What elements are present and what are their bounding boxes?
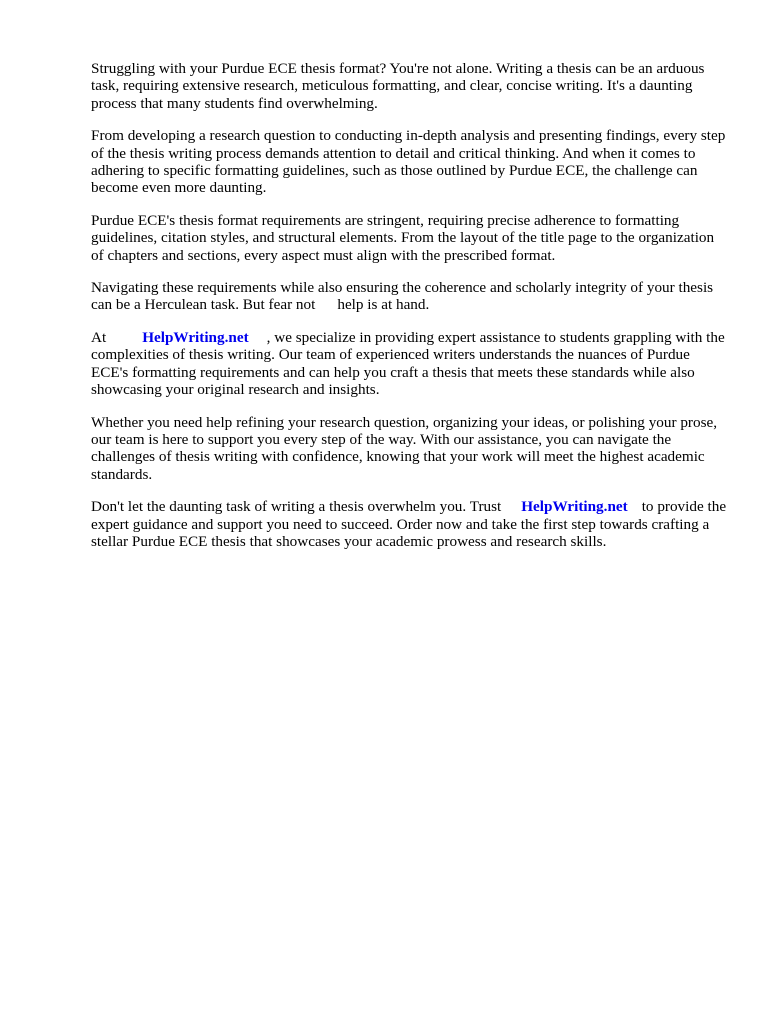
helpwriting-link[interactable]: HelpWriting.net [142,328,249,346]
paragraph-support: Whether you need help refining your research question, organizing your ideas, or polishing your prose, our team is here to support you every step of the way. With our assistance, you can navigate the challenges of thesis writing with confidence, knowing that your work will meet the highest academic standards. [91,413,718,483]
helpwriting-link-closing[interactable]: HelpWriting.net [521,498,628,516]
paragraph-intro: Struggling with your Purdue ECE thesis format? You're not alone. Writing a thesis can be an arduous task, requiring extensive research, meticulous formatting, and clear, concise writing. It's a daunting process that many students find overwhelming. [91,60,705,112]
paragraph-closing [91,498,727,550]
paragraph-navigating-text: Navigating these requirements while also ensuring the coherence and scholarly integrity of your thesis can be a Herculean task. But fear not [91,279,714,314]
paragraph-service-lead: At [91,328,107,346]
paragraph-service [91,329,727,399]
paragraph-navigating-end: help is at hand. [337,296,430,314]
paragraph-navigating [91,279,727,314]
paragraph-closing-text: to provide the expert guidance and support you need to succeed. Order now and take the first step towards crafting a stellar Purdue ECE thesis that showcases your academic prowess and research skills. [91,498,727,550]
document-body [91,60,727,565]
paragraph-process: From developing a research question to conducting in-depth analysis and presenting findings, every step of the thesis writing process demands attention to detail and critical thinking. And when it comes to adhering to specific formatting guidelines, such as those outlined by Purdue ECE, the challenge can become even more daunting. [91,127,726,197]
paragraph-closing-lead: Don't let the daunting task of writing a thesis overwhelm you. Trust [91,498,502,516]
paragraph-service-text: , we specialize in providing expert assistance to students grappling with the complexities of thesis writing. Our team of experienced writers understands the nuances of Purdue ECE's formatting requirements and can help you craft a thesis that meets these standards while also showcasing your original research and insights. [91,328,725,399]
paragraph-requirements: Purdue ECE's thesis format requirements are stringent, requiring precise adherence to formatting guidelines, citation styles, and structural elements. From the layout of the title page to the organization of chapters and sections, every aspect must align with the prescribed format. [91,211,715,264]
